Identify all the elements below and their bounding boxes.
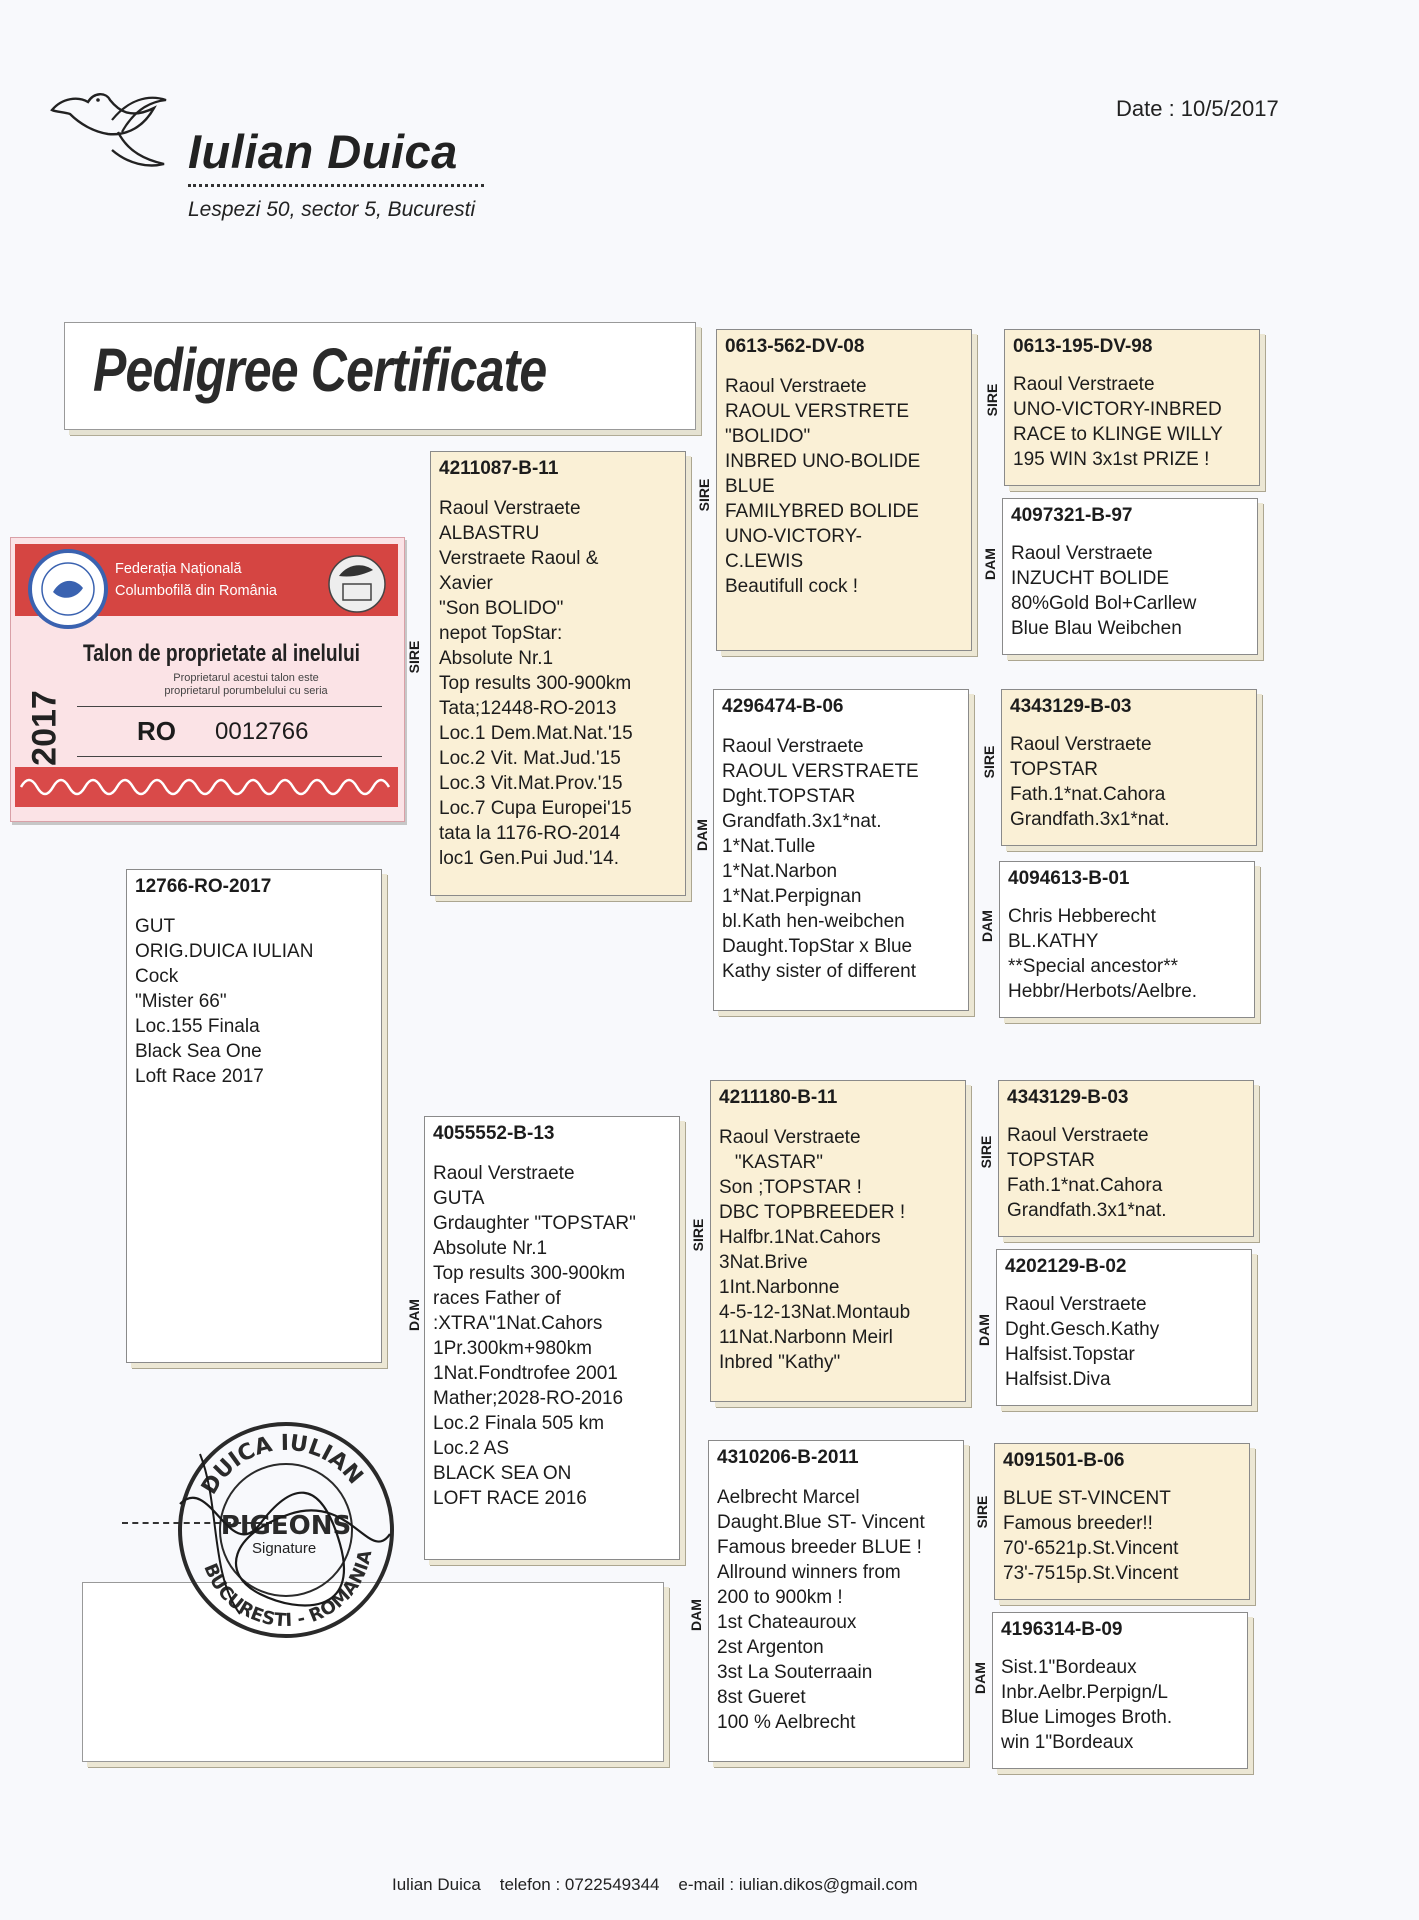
ring-number: 0613-562-DV-08 [725, 336, 865, 357]
card-serial-number: 0012766 [215, 718, 309, 745]
description-line: Top results 300-900km [439, 673, 632, 694]
description-line: Kathy sister of different [722, 961, 916, 982]
dam-label [970, 1638, 990, 1718]
description-line: 1st Chateauroux [717, 1612, 857, 1633]
description-line: Loc.2 Finala 505 km [433, 1413, 605, 1434]
description-line: Absolute Nr.1 [439, 648, 554, 669]
description-line: "Son BOLIDO" [439, 598, 564, 619]
pedigree-box-dam [424, 1116, 680, 1560]
pedigree-box-dd-sire [994, 1443, 1250, 1600]
description-line: Loft Race 2017 [135, 1066, 264, 1087]
dam-label-text: DAM [982, 548, 998, 580]
bird-description [722, 734, 960, 984]
description-line: Dght.Gesch.Kathy [1005, 1319, 1160, 1340]
federation-seal-icon [27, 548, 109, 630]
description-line: TOPSTAR [1007, 1150, 1095, 1171]
description-line: Raoul Verstraete [439, 498, 581, 519]
description-line: LOFT RACE 2016 [433, 1488, 587, 1509]
card-subtitle-line-1: Proprietarul acestui talon este [173, 672, 319, 684]
card-rule [77, 706, 382, 707]
bird-description [433, 1161, 671, 1511]
sire-label [404, 602, 424, 712]
description-line: BL.KATHY [1008, 931, 1099, 952]
description-line: Daught.TopStar x Blue [722, 936, 913, 957]
description-line: Sist.1"Bordeaux [1001, 1657, 1137, 1678]
description-line: ORIG.DUICA IULIAN [135, 941, 314, 962]
description-line: Raoul Verstraete [725, 376, 867, 397]
description-line: Raoul Verstraete [719, 1127, 861, 1148]
description-line: Raoul Verstraete [722, 736, 864, 757]
description-line: Son ;TOPSTAR ! [719, 1177, 862, 1198]
ring-number: 4343129-B-03 [1007, 1087, 1129, 1108]
sire-label [694, 440, 714, 550]
sire-label-text: SIRE [974, 1495, 990, 1529]
bird-description [717, 1485, 955, 1735]
description-line: **Special ancestor** [1008, 956, 1179, 977]
bird-description [1007, 1123, 1245, 1223]
pedigree-box-dd-dam [992, 1612, 1248, 1769]
description-line: 8st Gueret [717, 1687, 806, 1708]
ring-number: 4196314-B-09 [1001, 1619, 1123, 1640]
bird-description [1003, 1486, 1241, 1586]
pedigree-box-ds-dam [996, 1249, 1252, 1406]
bird-description [719, 1125, 957, 1375]
dove-logo-icon [48, 80, 168, 176]
description-line: UNO-VICTORY- [725, 526, 862, 547]
description-line: DBC TOPBREEDER ! [719, 1202, 906, 1223]
description-line: 3Nat.Brive [719, 1252, 808, 1273]
bird-description [135, 914, 373, 1089]
description-line: 3st La Souterraain [717, 1662, 873, 1683]
description-line: 4-5-12-13Nat.Montaub [719, 1302, 911, 1323]
description-line: races Father of [433, 1288, 561, 1309]
sire-label [982, 360, 1002, 440]
dam-label-text: DAM [406, 1299, 422, 1331]
sire-label-text: SIRE [690, 1218, 706, 1252]
description-line: Grdaughter "TOPSTAR" [433, 1213, 636, 1234]
federation-line-1: Federația Națională [115, 561, 242, 577]
card-title: Talon de proprietate al inelului [83, 640, 361, 667]
bird-description [1001, 1655, 1239, 1755]
title-banner [64, 322, 696, 430]
dam-label [980, 524, 1000, 604]
description-line: FAMILYBRED BOLIDE [725, 501, 919, 522]
description-line: Blue Limoges Broth. [1001, 1707, 1173, 1728]
fcr-emblem-icon [317, 550, 397, 614]
description-line: Loc.2 Vit. Mat.Jud.'15 [439, 748, 621, 769]
description-line: Mather;2028-RO-2016 [433, 1388, 624, 1409]
description-line: 200 to 900km ! [717, 1587, 843, 1608]
description-line: 100 % Aelbrecht [717, 1712, 856, 1733]
pedigree-box-sire [430, 451, 686, 896]
description-line: 195 WIN 3x1st PRIZE ! [1013, 449, 1210, 470]
description-line: BLUE [725, 476, 775, 497]
ring-number: 4211087-B-11 [439, 458, 559, 479]
description-line: BLACK SEA ON [433, 1463, 572, 1484]
description-line: Fath.1*nat.Cahora [1010, 784, 1166, 805]
description-line: Hebbr/Herbots/Aelbre. [1008, 981, 1198, 1002]
description-line: Raoul Verstraete [433, 1163, 575, 1184]
bird-description [439, 496, 677, 871]
description-line: Chris Hebberecht [1008, 906, 1156, 927]
description-line: Loc.3 Vit.Mat.Prov.'15 [439, 773, 623, 794]
description-line: RAOUL VERSTRAETE [722, 761, 919, 782]
sire-label-text: SIRE [978, 1135, 994, 1169]
description-line: 1Pr.300km+980km [433, 1338, 592, 1359]
sire-label [688, 1180, 708, 1290]
pedigree-box-ss-dam [1002, 498, 1258, 655]
description-line: Dght.TOPSTAR [722, 786, 856, 807]
card-rule [77, 756, 382, 757]
owner-address: Lespezi 50, sector 5, Bucuresti [188, 198, 476, 221]
dam-label [977, 886, 997, 966]
description-line: Allround winners from [717, 1562, 901, 1583]
sire-label-text: SIRE [696, 478, 712, 512]
description-line: C.LEWIS [725, 551, 804, 572]
stamp-top-text: DUICA IULIAN [196, 1430, 368, 1499]
description-line: Tata;12448-RO-2013 [439, 698, 617, 719]
dam-label [974, 1290, 994, 1370]
stamp-bottom-text: BUCURESTI - ROMANIA [199, 1548, 377, 1632]
description-line: 2st Argenton [717, 1637, 824, 1658]
signature-label: Signature [252, 1540, 317, 1557]
description-line: Halfbr.1Nat.Cahors [719, 1227, 881, 1248]
description-line: GUTA [433, 1188, 485, 1209]
description-line: Black Sea One [135, 1041, 262, 1062]
description-line: INZUCHT BOLIDE [1011, 568, 1170, 589]
bird-description [1010, 732, 1248, 832]
pedigree-box-ds-sire [998, 1080, 1254, 1237]
description-line: 1Nat.Fondtrofee 2001 [433, 1363, 618, 1384]
pedigree-box-dam-sire [710, 1080, 966, 1402]
description-line: :XTRA"1Nat.Cahors [433, 1313, 603, 1334]
dam-label-text: DAM [972, 1662, 988, 1694]
description-line: Absolute Nr.1 [433, 1238, 548, 1259]
pedigree-box-dam-dam [708, 1440, 964, 1762]
description-line: Halfsist.Diva [1005, 1369, 1111, 1390]
description-line: Loc.2 AS [433, 1438, 510, 1459]
owner-name: Iulian Duica [188, 125, 458, 178]
ornament-pattern-icon [15, 767, 398, 807]
description-line: RACE to KLINGE WILLY [1013, 424, 1223, 445]
pedigree-box-sd-dam [999, 861, 1255, 1018]
description-line: BLUE ST-VINCENT [1003, 1488, 1171, 1509]
description-line: Raoul Verstraete [1013, 374, 1155, 395]
stamp-center-text: PIGEONS [220, 1511, 352, 1541]
footer-contact: Iulian Duica telefon : 0722549344 e-mail : iulian.dikos@gmail.com [392, 1875, 918, 1894]
description-line: UNO-VICTORY-INBRED [1013, 399, 1222, 420]
dam-label [404, 1260, 424, 1370]
sire-label [972, 1472, 992, 1552]
description-line: TOPSTAR [1010, 759, 1098, 780]
description-line: ALBASTRU [439, 523, 540, 544]
sire-label [976, 1112, 996, 1192]
description-line: Top results 300-900km [433, 1263, 626, 1284]
certificate-title: Pedigree Certificate [93, 336, 547, 404]
card-country-code: RO [137, 716, 176, 746]
description-line: Daught.Blue ST- Vincent [717, 1512, 925, 1533]
description-line: Inbr.Aelbr.Perpign/L [1001, 1682, 1168, 1703]
description-line: RAOUL VERSTRETE [725, 401, 910, 422]
description-line: Inbred "Kathy" [719, 1352, 841, 1373]
description-line: Aelbrecht Marcel [717, 1487, 860, 1508]
ring-number: 4202129-B-02 [1005, 1256, 1127, 1277]
dam-label-text: DAM [688, 1599, 704, 1631]
pedigree-box-sd-sire [1001, 689, 1257, 846]
description-line: 1*Nat.Narbon [722, 861, 838, 882]
ring-number: 12766-RO-2017 [135, 876, 272, 897]
dam-label-text: DAM [976, 1314, 992, 1346]
description-line: Grandfath.3x1*nat. [1007, 1200, 1167, 1221]
description-line: Fath.1*nat.Cahora [1007, 1175, 1163, 1196]
pedigree-box-ss-sire [1004, 329, 1260, 486]
description-line: Xavier [439, 573, 493, 594]
description-line: 73'-7515p.St.Vincent [1003, 1563, 1179, 1584]
description-line: Halfsist.Topstar [1005, 1344, 1135, 1365]
description-line: Loc.1 Dem.Mat.Nat.'15 [439, 723, 633, 744]
federation-name [115, 558, 277, 602]
description-line: Cock [135, 966, 179, 987]
description-line: Beautifull cock ! [725, 576, 859, 597]
description-line: nepot TopStar: [439, 623, 563, 644]
description-line: loc1 Gen.Pui Jud.'14. [439, 848, 620, 869]
bird-description [1005, 1292, 1243, 1392]
sire-label-text: SIRE [984, 383, 1000, 417]
bird-description [725, 374, 963, 599]
owner-stamp-icon [170, 1414, 402, 1646]
description-line: "KASTAR" [719, 1152, 823, 1173]
description-line: INBRED UNO-BOLIDE [725, 451, 921, 472]
bird-description [1008, 904, 1246, 1004]
sire-label-text: SIRE [406, 640, 422, 674]
description-line: Grandfath.3x1*nat. [1010, 809, 1170, 830]
ring-number: 4343129-B-03 [1010, 696, 1132, 717]
description-line: 11Nat.Narbonn Meirl [719, 1327, 893, 1348]
description-line: 80%Gold Bol+Carllew [1011, 593, 1197, 614]
dam-label-text: DAM [979, 910, 995, 942]
card-year-text: 2017 [25, 690, 64, 766]
description-line: Loc.7 Cupa Europei'15 [439, 798, 632, 819]
card-ornament-band [15, 767, 398, 807]
description-line: Raoul Verstraete [1007, 1125, 1149, 1146]
description-line: "Mister 66" [135, 991, 227, 1012]
description-line: Blue Blau Weibchen [1011, 618, 1182, 639]
federation-line-2: Columbofilă din România [115, 583, 277, 599]
description-line: Loc.155 Finala [135, 1016, 260, 1037]
owner-underline [188, 184, 484, 187]
ring-number: 4094613-B-01 [1008, 868, 1130, 889]
description-line: Raoul Verstraete [1011, 543, 1153, 564]
pedigree-box-sire-dam [713, 689, 969, 1011]
description-line: "BOLIDO" [725, 426, 811, 447]
dam-label [686, 1560, 706, 1670]
card-subtitle-line-2: proprietarul porumbelului cu seria [164, 685, 328, 697]
ring-number: 4310206-B-2011 [717, 1447, 859, 1468]
description-line: GUT [135, 916, 176, 937]
certificate-date: Date : 10/5/2017 [1116, 96, 1279, 121]
dam-label [692, 780, 712, 890]
ring-number: 4211180-B-11 [719, 1087, 838, 1108]
pedigree-box-sire-sire [716, 329, 972, 651]
description-line: Raoul Verstraete [1010, 734, 1152, 755]
description-line: 1Int.Narbonne [719, 1277, 840, 1298]
description-line: Raoul Verstraete [1005, 1294, 1147, 1315]
bird-description [1011, 541, 1249, 641]
ring-number: 4055552-B-13 [433, 1123, 555, 1144]
description-line: bl.Kath hen-weibchen [722, 911, 905, 932]
description-line: tata la 1176-RO-2014 [439, 823, 621, 844]
description-line: Famous breeder BLUE ! [717, 1537, 922, 1558]
description-line: 1*Nat.Tulle [722, 836, 816, 857]
description-line: win 1"Bordeaux [1001, 1732, 1134, 1753]
card-subtitle [161, 672, 331, 698]
ring-number: 4296474-B-06 [722, 696, 844, 717]
bird-description [1013, 372, 1251, 472]
ring-number: 4097321-B-97 [1011, 505, 1133, 526]
description-line: Grandfath.3x1*nat. [722, 811, 882, 832]
description-line: 70'-6521p.St.Vincent [1003, 1538, 1179, 1559]
ring-number: 0613-195-DV-98 [1013, 336, 1153, 357]
dam-label-text: DAM [694, 819, 710, 851]
ring-ownership-card [10, 537, 405, 822]
sire-label-text: SIRE [981, 745, 997, 779]
sire-label [979, 722, 999, 802]
description-line: 1*Nat.Perpignan [722, 886, 862, 907]
pedigree-box-subject [126, 869, 382, 1363]
description-line: Famous breeder!! [1003, 1513, 1153, 1534]
description-line: Verstraete Raoul & [439, 548, 599, 569]
ring-number: 4091501-B-06 [1003, 1450, 1125, 1471]
